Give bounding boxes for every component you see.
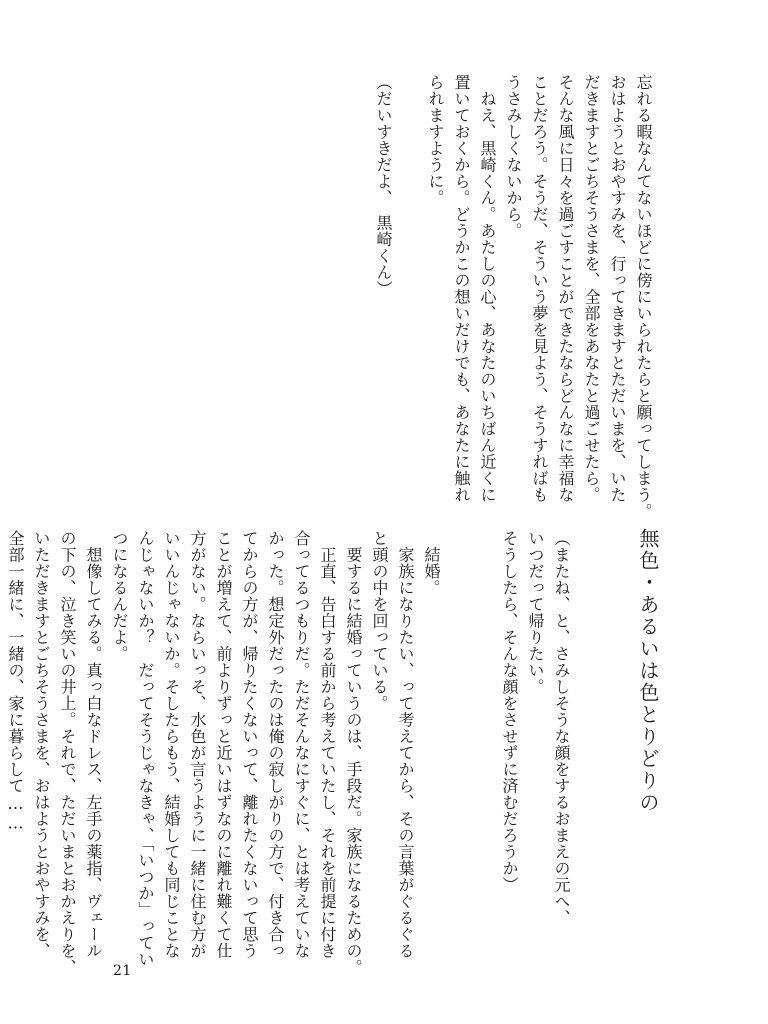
text-column: ねえ、黒崎くん。あたしの心、あなたのいちばん近くに xyxy=(478,74,497,503)
text-column: ことだろう。そうだ、そういう夢を見よう、そうすればも xyxy=(530,74,549,503)
text-column: 合ってるつもりだ。ただそんなにすぐに、とは考えていな xyxy=(292,530,311,959)
text-column: うさみしくないから。 xyxy=(504,74,523,239)
text-column: 家族になりたい、って考えてから、その言葉がぐるぐる xyxy=(396,530,415,959)
blank-column xyxy=(470,530,496,950)
text-column: いつだって帰りたい。 xyxy=(526,530,545,695)
blank-column xyxy=(444,530,470,950)
text-column: 正直、告白する前から考えていたし、それを前提に付き xyxy=(318,530,337,959)
text-column: ことが増えて、前よりずっと近いはずなのに離れ難くて仕 xyxy=(214,530,233,959)
text-column: てからの方が、帰りたくないって、離れたくないって思う xyxy=(240,530,259,959)
text-column: だきますとごちそうさまを、全部をあなたと過ごせたら。 xyxy=(582,74,601,503)
chapter-title: 無色・あるいは色とりどりの xyxy=(636,528,660,814)
text-column: （またね、と、さみしそうな顔をするおまえの元へ、 xyxy=(552,530,571,926)
text-column: 結婚。 xyxy=(422,530,441,596)
text-column: の下の、泣き笑いの井上。それで、ただいまとおかえりを、 xyxy=(58,530,77,976)
text-column: おはようとおやすみを、行ってきますとただいまを、いた xyxy=(608,74,627,503)
text-column: 要するに結婚っていうのは、手段だ。家族になるための。 xyxy=(344,530,363,976)
upper-text-block xyxy=(370,74,656,520)
text-column: そうしたら、そんな顔をさせずに済むだろうか） xyxy=(500,530,519,893)
text-column: いただきますとごちそうさまを、おはようとおやすみを、 xyxy=(32,530,51,959)
text-column: られますように。 xyxy=(426,74,445,206)
page-number: 21 xyxy=(113,963,132,979)
blank-column xyxy=(396,74,422,494)
text-column: つになるんだよ。 xyxy=(110,530,129,662)
text-column: と頭の中を回っている。 xyxy=(370,530,389,712)
text-column: かった。想定外だったのは俺の寂しがりの方で、付き合っ xyxy=(266,530,285,959)
text-column: 置いておくから。どうかこの想いだけでも、あなたに触れ xyxy=(452,74,471,503)
text-column: 忘れる暇なんてないほどに傍にいられたらと願ってしまう。 xyxy=(634,74,653,520)
text-column: 想像してみる。真っ白なドレス、左手の薬指、ヴェール xyxy=(84,530,103,959)
text-column: そんな風に日々を過ごすことができたならどんなに幸福な xyxy=(556,74,575,503)
text-column: （だいすきだよ、 黒崎くん） xyxy=(374,74,393,297)
text-column: 全部一緒に、一緒の、家に暮らして…… xyxy=(6,530,25,833)
blank-column xyxy=(574,530,600,950)
text-column: いいんじゃないか。そしたらもう、結婚しても同じことな xyxy=(162,530,181,959)
text-column: んじゃないか？ だってそうじゃなきゃ、「いつか」ってい xyxy=(136,530,155,968)
text-column: 方がない。ならいっそ、水色が言うように一緒に住む方が xyxy=(188,530,207,959)
